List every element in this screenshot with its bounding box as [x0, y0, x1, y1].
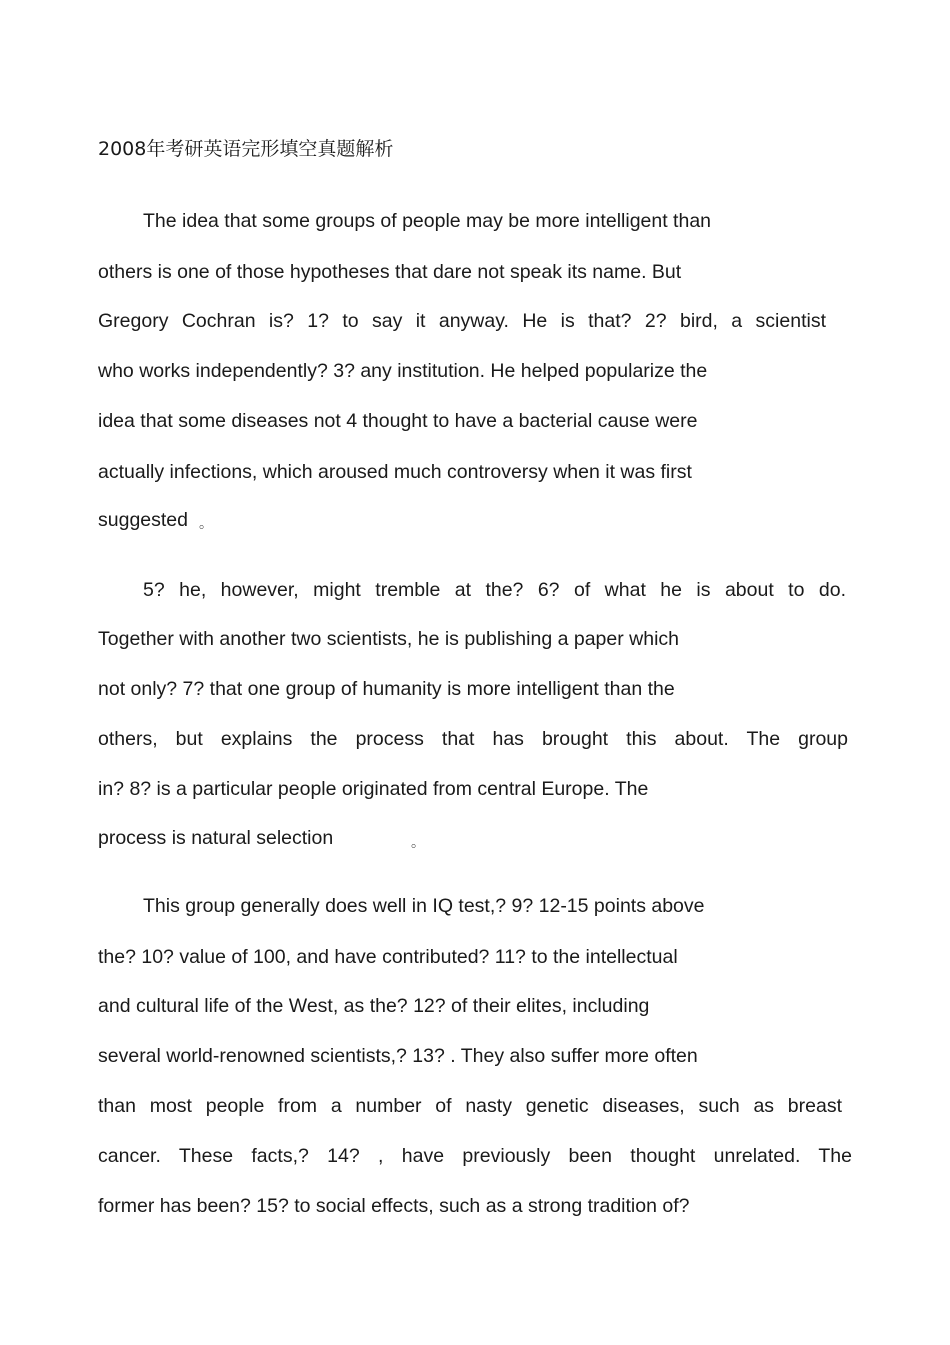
paragraph-1-end-mark: 。	[199, 515, 213, 531]
paragraph-3-line-7: former has been? 15? to social effects, such as a strong tradition of?	[98, 1195, 690, 1217]
paragraph-1-line-6: actually infections, which aroused much controversy when it was first	[98, 461, 692, 483]
paragraph-3-line-3: and cultural life of the West, as the? 12? of their elites, including	[98, 995, 650, 1017]
paragraph-1-line-7: suggested	[98, 509, 188, 531]
paragraph-2-line-3: not only? 7? that one group of humanity is more intelligent than the	[98, 678, 675, 700]
paragraph-2-end-mark: 。	[411, 834, 425, 850]
paragraph-1-line-5: idea that some diseases not 4 thought to have a bacterial cause were	[98, 410, 698, 432]
paragraph-3-line-6: cancer. These facts,? 14? , have previously been thought unrelated. The	[98, 1145, 852, 1167]
paragraph-1-line-3: Gregory Cochran is? 1? to say it anyway. He is that? 2? bird, a scientist	[98, 310, 826, 332]
paragraph-2-line-6: process is natural selection	[98, 827, 334, 849]
paragraph-1-line-1: The idea that some groups of people may be more intelligent than	[143, 210, 712, 232]
paragraph-3-line-1: This group generally does well in IQ test,? 9? 12-15 points above	[143, 895, 705, 917]
paragraph-2-line-4: others, but explains the process that has brought this about. The group	[98, 728, 848, 750]
paragraph-2-line-1: 5? he, however, might tremble at the? 6? of what he is about to do.	[143, 579, 846, 601]
paragraph-3-line-4: several world-renowned scientists,? 13? . They also suffer more often	[98, 1045, 698, 1067]
paragraph-1-line-2: others is one of those hypotheses that dare not speak its name. But	[98, 261, 682, 283]
paragraph-3-line-2: the? 10? value of 100, and have contributed? 11? to the intellectual	[98, 946, 678, 968]
paragraph-3-line-5: than most people from a number of nasty genetic diseases, such as breast	[98, 1095, 842, 1117]
paragraph-1-line-4: who works independently? 3? any institution. He helped popularize the	[98, 360, 708, 382]
document-title: 2008年考研英语完形填空真题解析	[98, 138, 394, 160]
paragraph-2-line-5: in? 8? is a particular people originated from central Europe. The	[98, 778, 649, 800]
paragraph-2-line-2: Together with another two scientists, he is publishing a paper which	[98, 628, 679, 650]
